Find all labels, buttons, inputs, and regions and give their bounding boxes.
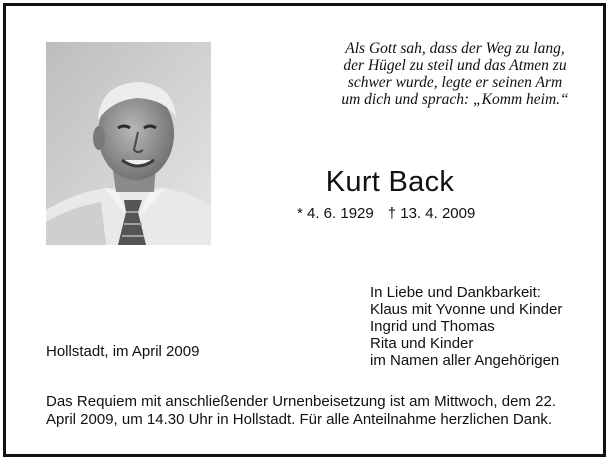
poem-line: der Hügel zu steil und das Atmen zu <box>343 57 567 74</box>
mourners-line: im Namen aller Angehörigen <box>370 352 560 369</box>
birth-date: * 4. 6. 1929 <box>297 205 374 222</box>
mourners-line: In Liebe und Dankbarkeit: <box>370 284 541 301</box>
poem-line: Als Gott sah, dass der Weg zu lang, <box>345 40 565 57</box>
mourners-list <box>370 284 562 369</box>
poem-line: schwer wurde, legte er seinen Arm <box>347 74 563 91</box>
mourners-line: Rita und Kinder <box>370 335 474 352</box>
funeral-notice: Das Requiem mit anschließender Urnenbeisetzung ist am Mittwoch, dem 22. April 2009, um 14.30 Uhr in Hollstadt. Für alle Anteilnahme herzlichen Dank. <box>46 393 556 428</box>
deceased-name: Kurt Back <box>325 166 455 198</box>
poem-line: um dich und sprach: „Komm heim.“ <box>341 91 569 108</box>
mourners-line: Ingrid und Thomas <box>370 318 495 335</box>
mourners-line: Klaus mit Yvonne und Kinder <box>370 301 563 318</box>
death-date: † 13. 4. 2009 <box>387 205 476 222</box>
memorial-poem <box>330 40 580 108</box>
life-dates <box>297 204 475 224</box>
place-and-date: Hollstadt, im April 2009 <box>46 343 200 360</box>
portrait-photo <box>46 42 211 245</box>
